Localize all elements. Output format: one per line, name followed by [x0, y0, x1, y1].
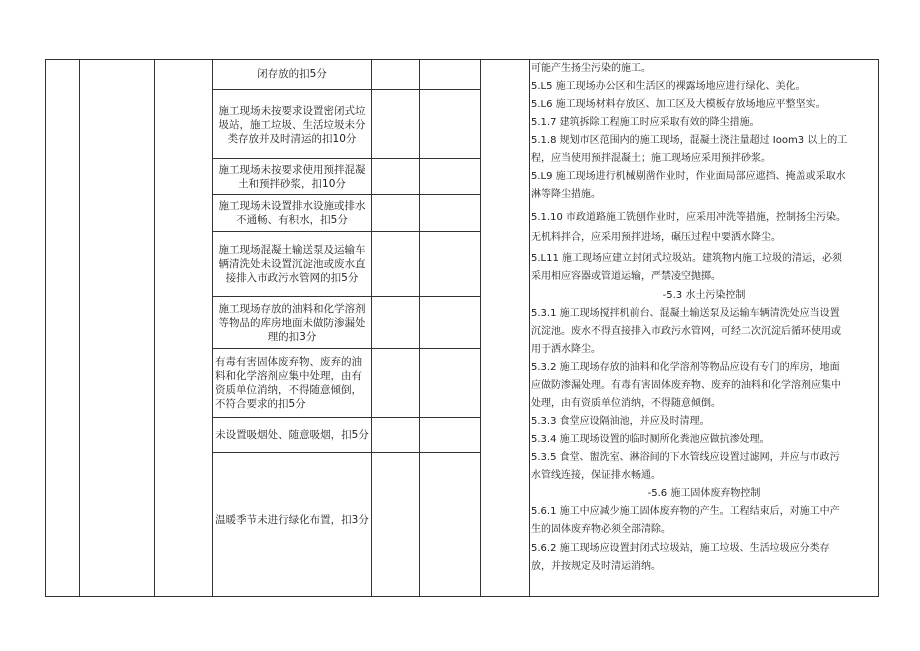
- requirement-line: 5.3.1 施工现场搅拌机前台、混凝土输送泵及运输车辆清洗处应当设置: [531, 308, 840, 319]
- requirement-line: 采用相应容器或管道运输，严禁凌空抛掷。: [531, 271, 721, 282]
- requirement-line: 5.3.2 施工现场存放的油料和化学溶剂等物品应设有专门的库房，地面: [531, 362, 840, 373]
- criterion-cell: 施工现场未按要求设置密闭式垃圾站，施工垃圾、生活垃圾未分类存放并及时清运的扣10分: [218, 104, 366, 145]
- column-divider: [529, 59, 530, 597]
- criterion-cell: 施工现场未按要求使用预拌混凝土和预拌砂浆，扣10分: [218, 163, 366, 190]
- requirement-line: 沉淀池。废水不得直接排入市政污水管网，可经二次沉淀后循环使用或: [531, 326, 841, 337]
- requirement-line: 5.3.3 食堂应设隔油池，并应及时清理。: [531, 416, 710, 427]
- requirement-line: 5.L9 施工现场进行机械剔凿作业时，作业面局部应遮挡、掩盖或采取水: [531, 171, 846, 182]
- requirement-line: 应做防渗漏处理。有毒有害固体废弃物、废弃的油料和化学溶剂应集中: [531, 380, 841, 391]
- section-heading: -5.3 水土污染控制: [662, 290, 746, 301]
- criterion-cell: 闭存放的扣5分: [257, 68, 327, 80]
- requirement-line: 5.L5 施工现场办公区和生活区的裸露场地应进行绿化、美化。: [531, 81, 806, 92]
- requirement-line: 5.3.5 食堂、盥洗室、淋浴间的下水管线应设置过滤网，并应与市政污: [531, 452, 840, 463]
- column-divider: [79, 59, 80, 597]
- requirement-line: 用于洒水降尘。: [531, 344, 601, 355]
- requirement-line: 淋等降尘措施。: [531, 189, 601, 200]
- criterion-cell: 施工现场未设置排水设施或排水不通畅、有积水，扣5分: [218, 200, 366, 226]
- requirement-line: 5.L6 施工现场材料存放区、加工区及大模板存放场地应平整坚实。: [531, 99, 826, 110]
- requirement-line: 5.3.4 施工现场设置的临时厕所化粪池应做抗渗处理。: [531, 434, 770, 445]
- column-divider: [371, 59, 372, 597]
- column-divider: [154, 59, 155, 597]
- requirement-line: 5.L11 施工现场应建立封闭式垃圾站。建筑物内施工垃圾的清运，必须: [531, 253, 843, 264]
- section-heading: -5.6 施工固体废弃物控制: [647, 488, 761, 499]
- requirement-line: 5.6.1 施工中应减少施工固体废弃物的产生。工程结束后，对施工中产: [531, 506, 840, 517]
- row-divider: [212, 452, 480, 453]
- criterion-cell: 施工现场混凝土输送泵及运输车辆清洗处未设置沉淀池或废水直接排入市政污水管网的扣5分: [218, 244, 366, 284]
- requirement-line: 水管线连接，保证排水畅通。: [531, 470, 661, 481]
- requirement-line: 程，应当使用预拌混凝土；施工现场应采用预拌砂浆。: [531, 153, 771, 164]
- column-divider: [480, 59, 481, 597]
- column-divider: [419, 59, 420, 597]
- requirement-line: 5.1.10 市政道路施工铣刨作业时，应采用冲洗等措施，控制扬尘污染。: [531, 212, 846, 223]
- criterion-cell: 未设置吸烟处、随意吸烟，扣5分: [215, 429, 369, 441]
- requirement-line: 可能产生扬尘污染的施工。: [531, 63, 651, 74]
- requirement-line: 生的固体废弃物必须全部清除。: [531, 524, 671, 535]
- requirement-line: 放，并按规定及时清运消纳。: [531, 561, 661, 572]
- row-divider: [212, 89, 480, 90]
- requirement-line: 处理，由有资质单位消纳，不得随意倾倒。: [531, 398, 721, 409]
- requirement-line: 5.1.7 建筑拆除工程施工时应采取有效的降尘措施。: [531, 117, 760, 128]
- criterion-cell: 有毒有害固体废弃物、废弃的油料和化学溶剂应集中处理，由有资质单位消纳，不得随意倾倒，不符合要求的扣5分: [215, 356, 362, 410]
- requirement-line: 5.6.2 施工现场应设置封闭式垃圾站，施工垃圾、生活垃圾应分类存: [531, 543, 830, 554]
- criterion-cell: 温暖季节未进行绿化布置，扣3分: [215, 514, 369, 526]
- requirement-line: 5.1.8 规划市区范围内的施工现场，混凝土浇注量超过 Ioom3 以上的工: [531, 135, 848, 146]
- requirement-line: 无机料拌合，应采用预拌进场，碾压过程中要洒水降尘。: [531, 232, 781, 243]
- criterion-cell: 施工现场存放的油料和化学溶剂等物品的库房地面未做防渗漏处理的扣3分: [218, 302, 366, 343]
